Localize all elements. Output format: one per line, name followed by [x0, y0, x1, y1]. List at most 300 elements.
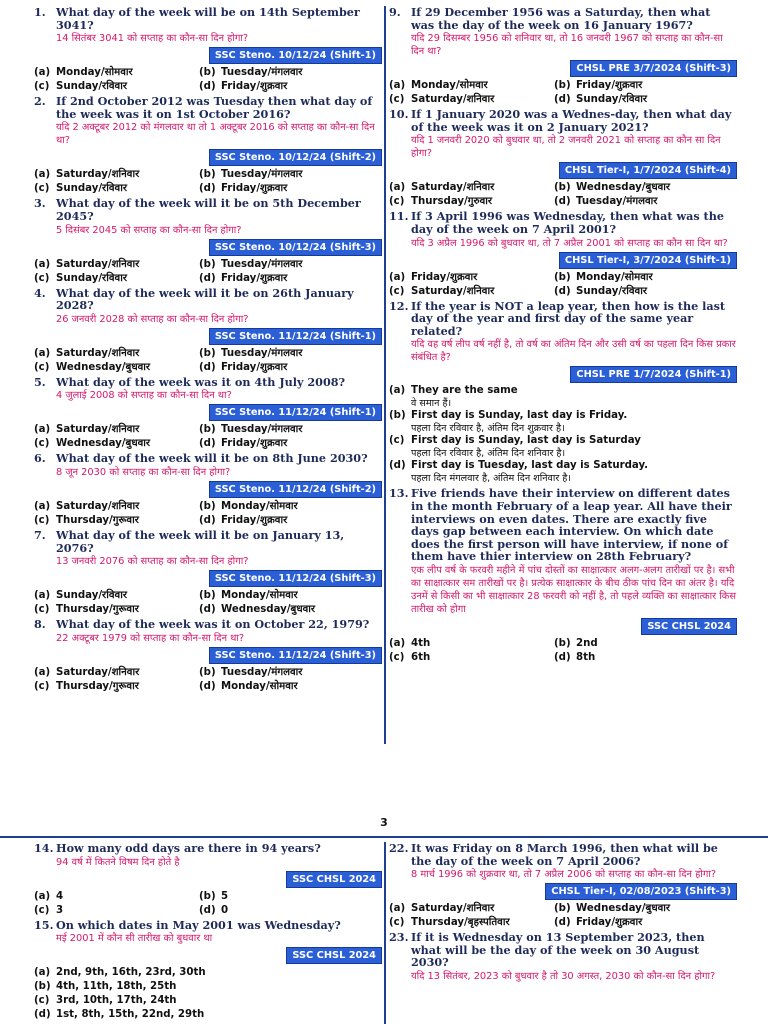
option-letter: (a) — [34, 590, 51, 602]
question-number: 13. — [389, 486, 409, 501]
option-hindi: पहला दिन रविवार है, अंतिम दिन शनिवार है। — [411, 447, 566, 459]
option[interactable] — [389, 271, 554, 284]
option[interactable] — [34, 1008, 382, 1021]
question-english: What day of the week will it be on 8th June 2030? — [56, 451, 368, 466]
question-english: What day of the week will it be on 26th January 2028? — [56, 285, 354, 313]
option-hindi: वे समान हैं। — [411, 397, 452, 409]
option-letter: (d) — [199, 514, 216, 526]
option[interactable] — [389, 637, 554, 650]
question-text — [389, 108, 737, 133]
option[interactable] — [34, 500, 199, 513]
option-letter: (b) — [199, 424, 216, 436]
option-text: Friday/शुक्रवार — [221, 81, 288, 93]
option-text: 5 — [221, 890, 229, 902]
option-letter: (b) — [199, 169, 216, 181]
option[interactable] — [34, 272, 199, 285]
bottom-page-section — [0, 836, 768, 1024]
option[interactable] — [34, 666, 199, 679]
option-hindi: पहला दिन मंगलवार है, अंतिम दिन शनिवार है। — [411, 472, 572, 484]
exam-tag-row — [34, 647, 382, 664]
option[interactable] — [554, 93, 734, 106]
option-letter: (c) — [34, 995, 50, 1007]
question-text — [389, 487, 737, 563]
option-letter: (d) — [199, 438, 216, 450]
option-text: Thursday/गुरूवार — [56, 514, 139, 526]
option-text: Sunday/रविवार — [56, 81, 127, 93]
option[interactable] — [199, 361, 379, 374]
option-letter: (b) — [199, 890, 216, 902]
option[interactable] — [554, 902, 734, 915]
option-text: Wednesday/बुधवार — [576, 903, 671, 915]
option[interactable] — [34, 680, 199, 693]
options-list — [34, 966, 382, 1021]
option-letter: (b) — [199, 590, 216, 602]
option-letter: (c) — [34, 904, 50, 916]
option-letter: (d) — [199, 81, 216, 93]
option-text: 6th — [411, 651, 431, 663]
question-number: 8. — [34, 617, 46, 632]
option-text: Friday/शुक्रवार — [221, 514, 288, 526]
option[interactable] — [34, 904, 199, 917]
option-letter: (a) — [34, 169, 51, 181]
option-letter: (d) — [554, 196, 571, 208]
question-block — [389, 842, 737, 929]
exam-tag-row — [389, 252, 737, 269]
question-hindi: 8 जून 2030 को सप्ताह का कौन-सा दिन होगा? — [56, 466, 231, 478]
question-english: What day of the week will be on 14th September 3041? — [56, 6, 360, 32]
option-letter: (a) — [34, 424, 51, 436]
option-letter: (d) — [199, 183, 216, 195]
options-grid — [34, 423, 382, 450]
exam-tag-row — [34, 481, 382, 498]
exam-tag: SSC Steno. 11/12/24 (Shift-1) — [209, 328, 382, 345]
question-hindi: 26 जनवरी 2028 को सप्ताह का कौन-सा दिन होगा? — [56, 313, 249, 325]
question-block — [34, 197, 382, 284]
option-line — [389, 385, 737, 398]
option-hindi: पहला दिन रविवार है, अंतिम दिन शुक्रवार है। — [411, 422, 565, 434]
question-hindi: यदि 13 सितंबर, 2023 को बुधवार है तो 30 अगस्त, 2030 को कौन-सा दिन होगा? — [411, 970, 716, 982]
option-text: Saturday/शनिवार — [56, 424, 140, 436]
option-letter: (b) — [554, 271, 571, 283]
question-number: 7. — [34, 527, 46, 542]
question-english: It was Friday on 8 March 1996, then what will be the day of the week on 7 April 2006? — [411, 842, 718, 868]
question-hindi: 14 सितंबर 3041 को सप्ताह का कौन-सा दिन होगा? — [56, 33, 249, 45]
option-text: Monday/सोमवार — [221, 680, 298, 692]
question-block — [34, 919, 382, 1022]
option[interactable] — [389, 435, 737, 460]
option[interactable] — [199, 437, 379, 450]
option-letter: (d) — [199, 604, 216, 616]
option[interactable] — [199, 500, 379, 513]
option-letter: (c) — [34, 438, 50, 450]
option-text: 3 — [56, 904, 64, 916]
page-number: 3 — [380, 816, 388, 829]
option-text: Tuesday/मंगलवार — [576, 196, 658, 208]
option[interactable] — [199, 603, 379, 616]
options-grid — [389, 181, 737, 208]
question-text — [34, 95, 382, 120]
option-letter: (c) — [389, 917, 405, 929]
option-letter: (d) — [199, 680, 216, 692]
options-grid — [34, 589, 382, 616]
right-column — [389, 6, 737, 744]
option-letter: (d) — [389, 460, 406, 472]
question-hindi: यदि 2 अक्टूबर 2012 को मंगलवार था तो 1 अक्टूबर 2016 को सप्ताह का कौन-सा दिन था? — [56, 122, 375, 147]
question-block — [34, 529, 382, 616]
column-divider — [384, 6, 386, 744]
question-text — [34, 452, 382, 465]
option[interactable] — [389, 93, 554, 106]
exam-tag: SSC Steno. 10/12/24 (Shift-2) — [209, 149, 382, 166]
option[interactable] — [554, 637, 734, 650]
option-text: Tuesday/मंगलवार — [221, 258, 303, 270]
question-text — [389, 842, 737, 867]
option-letter: (c) — [389, 94, 405, 106]
option[interactable] — [389, 460, 737, 485]
option[interactable] — [554, 195, 734, 208]
question-block — [34, 618, 382, 693]
option-text: Thursday/गुरूवार — [56, 604, 139, 616]
option-letter: (a) — [389, 385, 406, 397]
option-text: 0 — [221, 904, 229, 916]
option-letter: (a) — [389, 637, 406, 649]
option[interactable] — [34, 423, 199, 436]
question-block — [34, 452, 382, 527]
exam-tag: SSC Steno. 11/12/24 (Shift-3) — [209, 647, 382, 664]
question-number: 9. — [389, 6, 401, 19]
exam-tag-row — [389, 366, 737, 383]
option-text: 1st, 8th, 15th, 22nd, 29th — [56, 1009, 205, 1021]
option-text: Monday/सोमवार — [56, 67, 133, 79]
option[interactable] — [34, 168, 199, 181]
option-letter: (c) — [34, 361, 50, 373]
option-text: Friday/शुक्रवार — [576, 917, 643, 929]
option[interactable] — [199, 80, 379, 93]
option-text: Wednesday/बुधवार — [56, 361, 151, 373]
question-english: What day of the week was it on 4th July 2008? — [56, 374, 346, 389]
option-letter: (d) — [554, 285, 571, 297]
option[interactable] — [554, 181, 734, 194]
option-text: Monday/सोमवार — [576, 271, 653, 283]
option-text: Saturday/शनिवार — [56, 347, 140, 359]
option-text: 2nd, 9th, 16th, 23rd, 30th — [56, 967, 206, 979]
option[interactable] — [199, 168, 379, 181]
option-letter: (a) — [34, 967, 51, 979]
question-number: 4. — [34, 285, 46, 300]
option-text: First day is Sunday, last day is Friday. — [411, 410, 628, 422]
question-text — [389, 300, 737, 338]
option[interactable] — [34, 589, 199, 602]
option[interactable] — [34, 361, 199, 374]
question-block — [389, 487, 737, 664]
option[interactable] — [34, 890, 199, 903]
option-text: Friday/शुक्रवार — [221, 361, 288, 373]
option-text: Saturday/शनिवार — [411, 182, 495, 194]
option-letter: (b) — [199, 258, 216, 270]
question-block — [389, 6, 737, 106]
question-text — [34, 618, 382, 631]
exam-tag-row — [34, 570, 382, 587]
option[interactable] — [199, 272, 379, 285]
option[interactable] — [389, 181, 554, 194]
option[interactable] — [34, 514, 199, 527]
option-letter: (b) — [199, 666, 216, 678]
question-number: 23. — [389, 930, 409, 945]
option-text: First day is Sunday, last day is Saturday — [411, 435, 641, 447]
question-english: What day of the week will it be on 5th December 2045? — [56, 196, 361, 223]
option-text: Friday/शुक्रवार — [221, 438, 288, 450]
option-text: Wednesday/बुधवार — [576, 182, 671, 194]
exam-tag: SSC Steno. 11/12/24 (Shift-2) — [209, 481, 382, 498]
options-grid — [34, 258, 382, 285]
option-text: Monday/सोमवार — [221, 500, 298, 512]
option-text: Saturday/शनिवार — [411, 285, 495, 297]
options-grid — [34, 168, 382, 195]
option-letter: (a) — [389, 903, 406, 915]
option-letter: (b) — [389, 410, 406, 422]
option[interactable] — [34, 437, 199, 450]
question-text — [389, 210, 737, 235]
question-block — [389, 210, 737, 297]
option-text: Tuesday/मंगलवार — [221, 67, 303, 79]
option[interactable] — [554, 916, 734, 929]
option[interactable] — [389, 902, 554, 915]
options-grid — [34, 890, 382, 917]
option[interactable] — [34, 994, 382, 1007]
option-letter: (a) — [34, 258, 51, 270]
question-english: If the year is NOT a leap year, then how is the last day of the year and first day of the same year related? — [411, 298, 726, 338]
options-grid — [389, 902, 737, 929]
exam-tag: SSC Steno. 10/12/24 (Shift-1) — [209, 47, 382, 64]
question-english: If 2nd October 2012 was Tuesday then what day of the week was it on 1st October 2016? — [56, 94, 373, 121]
option-letter: (c) — [34, 183, 50, 195]
option[interactable] — [34, 966, 382, 979]
option-letter: (c) — [389, 435, 405, 447]
exam-tag-row — [34, 947, 382, 964]
options-grid — [34, 66, 382, 93]
option[interactable] — [554, 651, 734, 664]
option-letter: (c) — [34, 604, 50, 616]
question-number: 1. — [34, 6, 46, 19]
option[interactable] — [389, 916, 554, 929]
top-page-section — [0, 6, 768, 744]
option-text: 4th, 11th, 18th, 25th — [56, 981, 177, 993]
exam-tag-row — [389, 162, 737, 179]
option-letter: (b) — [554, 80, 571, 92]
column-divider — [384, 842, 386, 1024]
option-text: Thursday/गुरुवार — [411, 196, 493, 208]
options-grid — [389, 637, 737, 664]
question-block — [34, 842, 382, 917]
option-letter: (b) — [554, 637, 571, 649]
option-text: Sunday/रविवार — [56, 590, 127, 602]
option-letter: (d) — [199, 361, 216, 373]
exam-tag: CHSL Tier-I, 3/7/2024 (Shift-1) — [559, 252, 737, 269]
exam-tag: CHSL PRE 1/7/2024 (Shift-1) — [570, 366, 737, 383]
question-hindi: 22 अक्टूबर 1979 को सप्ताह का कौन-सा दिन था? — [56, 632, 245, 644]
option-letter: (d) — [554, 94, 571, 106]
option-text: Thursday/बृहस्पतिवार — [411, 917, 510, 929]
option[interactable] — [199, 890, 379, 903]
option-letter: (a) — [389, 182, 406, 194]
question-hindi: एक लीप वर्ष के फरवरी महीने में पांच दोस्तों का साक्षात्कार अलग-अलग तारीखों पर है। सभी का साक्षात्कार सम तारीखों पर है। प्रत्येक साक्षात्कार के बीच ठीक पांच दिन का अंतर है। यदि उनमें से किसी का भी साक्षात्कार 28 फरवरी को नहीं है, तो पहले व्यक्ति का साक्षात्कार किस तारीख को होगा — [411, 564, 736, 615]
exam-tag-row — [389, 883, 737, 900]
left-column — [34, 6, 382, 744]
option-text: Saturday/शनिवार — [56, 258, 140, 270]
options-grid — [34, 347, 382, 374]
question-number: 11. — [389, 209, 409, 224]
question-hindi: यदि वह वर्ष लीप वर्ष नहीं है, तो वर्ष का अंतिम दिन और उसी वर्ष का पहला दिन किस प्रकार संबंधित है? — [411, 339, 736, 364]
option-letter: (b) — [34, 981, 51, 993]
option[interactable] — [199, 347, 379, 360]
option-letter: (a) — [389, 271, 406, 283]
question-english: What day of the week will it be on January 13, 2076? — [56, 527, 345, 555]
question-hindi: यदि 29 दिसम्बर 1956 को शनिवार था, तो 16 जनवरी 1967 को सप्ताह का कौन-सा दिन था? — [411, 33, 723, 58]
option-line — [389, 460, 737, 473]
option[interactable] — [389, 285, 554, 298]
option-text: Wednesday/बुधवार — [56, 438, 151, 450]
option[interactable] — [554, 79, 734, 92]
option[interactable] — [199, 589, 379, 602]
option-letter: (a) — [34, 666, 51, 678]
option[interactable] — [389, 651, 554, 664]
option[interactable] — [554, 285, 734, 298]
question-text — [34, 197, 382, 222]
option[interactable] — [389, 79, 554, 92]
option[interactable] — [199, 666, 379, 679]
option-text: First day is Tuesday, last day is Saturday. — [411, 460, 649, 472]
option-letter: (d) — [199, 904, 216, 916]
option-letter: (c) — [34, 514, 50, 526]
option[interactable] — [34, 80, 199, 93]
option-text: Thursday/गुरूवार — [56, 680, 139, 692]
question-block — [389, 300, 737, 486]
question-hindi: 5 दिसंबर 2045 को सप्ताह का कौन-सा दिन होगा? — [56, 224, 242, 236]
option-letter: (a) — [34, 500, 51, 512]
option-text: Saturday/शनिवार — [56, 666, 140, 678]
option-text: Friday/शुक्रवार — [576, 80, 643, 92]
option-letter: (a) — [34, 347, 51, 359]
option[interactable] — [34, 182, 199, 195]
exam-tag-row — [34, 239, 382, 256]
options-grid — [389, 271, 737, 298]
option-text: 3rd, 10th, 17th, 24th — [56, 995, 177, 1007]
option[interactable] — [554, 271, 734, 284]
option-text: Saturday/शनिवार — [56, 169, 140, 181]
option-text: Sunday/रविवार — [56, 272, 127, 284]
question-text — [34, 6, 382, 31]
option-text: Tuesday/मंगलवार — [221, 347, 303, 359]
question-text — [389, 931, 737, 969]
option[interactable] — [34, 347, 199, 360]
question-english: On which dates in May 2001 was Wednesday? — [56, 917, 341, 932]
question-hindi: 94 वर्ष में कितने विषम दिन होते है — [56, 856, 180, 868]
options-grid — [389, 79, 737, 106]
exam-tag-row — [389, 60, 737, 77]
option-text: Tuesday/मंगलवार — [221, 169, 303, 181]
exam-tag: SSC CHSL 2024 — [641, 618, 737, 635]
left-column — [34, 842, 382, 1024]
question-text — [34, 919, 382, 932]
option[interactable] — [34, 258, 199, 271]
exam-tag-row — [34, 149, 382, 166]
option-letter: (b) — [554, 903, 571, 915]
question-block — [34, 376, 382, 451]
option-text: Friday/शुक्रवार — [221, 272, 288, 284]
exam-tag: SSC Steno. 10/12/24 (Shift-3) — [209, 239, 382, 256]
question-english: If 29 December 1956 was a Saturday, then what was the day of the week on 16 January 1967? — [411, 6, 711, 32]
option-text: Wednesday/बुधवार — [221, 604, 316, 616]
option[interactable] — [389, 385, 737, 410]
question-hindi: 8 मार्च 1996 को शुक्रवार था, तो 7 अप्रैल 2006 को सप्ताह का कौन-सा दिन होगा? — [411, 869, 717, 881]
question-english: If 1 January 2020 was a Wednes-day, then what day of the week was it on 2 January 2021? — [411, 107, 732, 134]
option-letter: (c) — [389, 285, 405, 297]
exam-tag: CHSL PRE 3/7/2024 (Shift-3) — [570, 60, 737, 77]
option-letter: (c) — [389, 651, 405, 663]
question-english: How many odd days are there in 94 years? — [56, 842, 321, 855]
option[interactable] — [199, 182, 379, 195]
page-top-rule — [0, 836, 768, 838]
exam-tag: SSC Steno. 11/12/24 (Shift-1) — [209, 404, 382, 421]
question-number: 2. — [34, 94, 46, 109]
option-letter: (b) — [199, 500, 216, 512]
exam-tag-row — [34, 328, 382, 345]
option-letter: (b) — [554, 182, 571, 194]
option-line — [389, 435, 737, 448]
option-text: Saturday/शनिवार — [411, 94, 495, 106]
exam-tag: CHSL Tier-I, 1/7/2024 (Shift-4) — [559, 162, 737, 179]
right-column — [389, 842, 737, 1024]
question-number: 15. — [34, 917, 54, 932]
option-line — [389, 410, 737, 423]
option-letter: (a) — [34, 890, 51, 902]
question-hindi: 13 जनवरी 2076 को सप्ताह का कौन-सा दिन होगा? — [56, 556, 249, 568]
option-letter: (b) — [199, 67, 216, 79]
question-hindi: यदि 1 जनवरी 2020 को बुधवार था, तो 2 जनवरी 2021 को सप्ताह का कौन सा दिन होगा? — [411, 135, 721, 160]
option[interactable] — [199, 680, 379, 693]
option-letter: (d) — [554, 917, 571, 929]
question-block — [389, 931, 737, 983]
option-text: 8th — [576, 651, 596, 663]
option[interactable] — [199, 66, 379, 79]
option[interactable] — [199, 258, 379, 271]
question-english: If 3 April 1996 was Wednesday, then what was the day of the week on 7 April 2001? — [411, 209, 724, 236]
option-text: Tuesday/मंगलवार — [221, 666, 303, 678]
option-text: 2nd — [576, 637, 598, 649]
options-grid — [34, 666, 382, 693]
option[interactable] — [199, 514, 379, 527]
question-english: If it is Wednesday on 13 September 2023, then what will be the day of the week on 30 August 2030? — [411, 930, 705, 970]
option-text: Friday/शुक्रवार — [221, 183, 288, 195]
option-letter: (c) — [34, 81, 50, 93]
question-hindi: यदि 3 अप्रैल 1996 को बुधवार था, तो 7 अप्रैल 2001 को सप्ताह का कौन सा दिन था? — [411, 237, 728, 249]
option[interactable] — [199, 904, 379, 917]
question-number: 3. — [34, 196, 46, 211]
option-letter: (c) — [34, 680, 50, 692]
option-text: 4th — [411, 637, 431, 649]
question-block — [34, 6, 382, 93]
question-text — [34, 287, 382, 312]
options-grid — [34, 500, 382, 527]
option[interactable] — [199, 423, 379, 436]
option[interactable] — [34, 603, 199, 616]
option[interactable] — [389, 195, 554, 208]
question-hindi: 4 जुलाई 2008 को सप्ताह का कौन-सा दिन था? — [56, 390, 232, 402]
option[interactable] — [389, 410, 737, 435]
option-letter: (d) — [554, 651, 571, 663]
option[interactable] — [34, 66, 199, 79]
option[interactable] — [34, 980, 382, 993]
